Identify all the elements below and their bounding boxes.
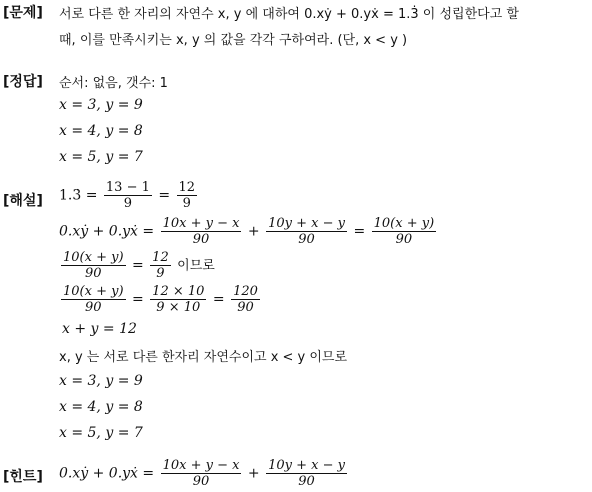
eq1-frac2-den: 9	[182, 196, 191, 211]
eq3-f2-num: 12	[152, 250, 169, 265]
eq2-f1-num: 10x + y − x	[162, 216, 240, 231]
eq4-f3-den: 90	[237, 300, 254, 315]
eq1-frac1-num: 13 − 1	[105, 180, 150, 195]
answer-tag: [정답]	[3, 74, 43, 90]
eq3-fraction-1	[61, 250, 126, 281]
solution-eq-1	[59, 180, 199, 211]
hint-f2-num: 10y + x − y	[268, 458, 345, 473]
solution-eq-2	[59, 216, 438, 247]
hint-f1-num: 10x + y − x	[162, 458, 240, 473]
eq4-f2-den: 9 × 10	[156, 300, 201, 315]
solution-tag: [해설]	[3, 193, 43, 209]
eq2-f1-den: 90	[192, 232, 210, 247]
solution-eq-5: x + y = 12	[62, 321, 137, 337]
hint-lhs: 0.xẏ + 0.yẋ =	[59, 465, 155, 482]
eq3-f2-den: 9	[156, 266, 165, 281]
hint-f2-den: 90	[298, 474, 315, 489]
solution-eq-3	[59, 250, 215, 281]
eq4-f2-num: 12 × 10	[152, 284, 205, 299]
problem-line-1: 서로 다른 한 자리의 자연수 x, y 에 대하여 0.xẏ + 0.yẋ = 1.3̇ 이 성립한다고 할	[59, 7, 519, 22]
eq4-equals-1: =	[131, 291, 144, 308]
eq4-fraction-2	[150, 284, 206, 315]
eq1-frac1-den: 9	[123, 196, 133, 211]
solution-eq-4	[59, 284, 262, 315]
eq1-frac2-num: 12	[178, 180, 196, 195]
eq2-lhs: 0.xẏ + 0.yẋ =	[59, 223, 155, 240]
eq2-f3-den: 90	[395, 232, 413, 247]
eq4-f3-num: 120	[233, 284, 258, 299]
eq4-fraction-1	[61, 284, 126, 315]
solution-line-3: x = 5, y = 7	[59, 425, 143, 441]
problem-line-2: 때, 이를 만족시키는 x, y 의 값을 각각 구하여라. (단, x < y )	[59, 33, 408, 48]
answer-line-2: x = 4, y = 8	[59, 123, 143, 139]
eq2-fraction-1	[161, 216, 242, 247]
eq4-equals-2: =	[212, 291, 225, 308]
solution-line-1: x = 3, y = 9	[59, 373, 143, 389]
eq1-fraction-1	[104, 180, 152, 211]
eq2-f2-den: 90	[298, 232, 315, 247]
eq4-fraction-3	[231, 284, 260, 315]
eq2-fraction-2	[266, 216, 347, 247]
hint-fraction-1	[161, 458, 242, 489]
eq1-fraction-2	[177, 180, 198, 211]
eq3-f1-den: 90	[84, 266, 102, 281]
hint-plus: +	[247, 465, 260, 482]
answer-line-1: x = 3, y = 9	[59, 97, 143, 113]
eq4-f1-num: 10(x + y)	[63, 284, 124, 299]
eq2-f3-num: 10(x + y)	[373, 216, 435, 231]
eq3-equals: =	[131, 257, 144, 274]
eq4-f1-den: 90	[84, 300, 102, 315]
eq3-text: 이므로	[177, 258, 215, 274]
hint-tag: [힌트]	[3, 469, 43, 485]
eq2-equals: =	[353, 223, 366, 240]
problem-tag: [문제]	[3, 5, 43, 21]
eq2-plus: +	[247, 223, 260, 240]
eq3-fraction-2	[150, 250, 171, 281]
eq1-equals: =	[158, 187, 171, 204]
solution-line-2: x = 4, y = 8	[59, 399, 143, 415]
eq3-f1-num: 10(x + y)	[63, 250, 124, 265]
solution-note: x, y 는 서로 다른 한자리 자연수이고 x < y 이므로	[59, 350, 348, 365]
hint-eq	[59, 458, 349, 489]
answer-line-3: x = 5, y = 7	[59, 149, 143, 165]
eq2-f2-num: 10y + x − y	[268, 216, 345, 231]
eq1-lhs: 1.3̇ =	[59, 187, 98, 204]
eq2-fraction-3	[372, 216, 437, 247]
hint-f1-den: 90	[192, 474, 210, 489]
hint-fraction-2	[266, 458, 347, 489]
answer-summary: 순서: 없음, 갯수: 1	[59, 76, 168, 91]
